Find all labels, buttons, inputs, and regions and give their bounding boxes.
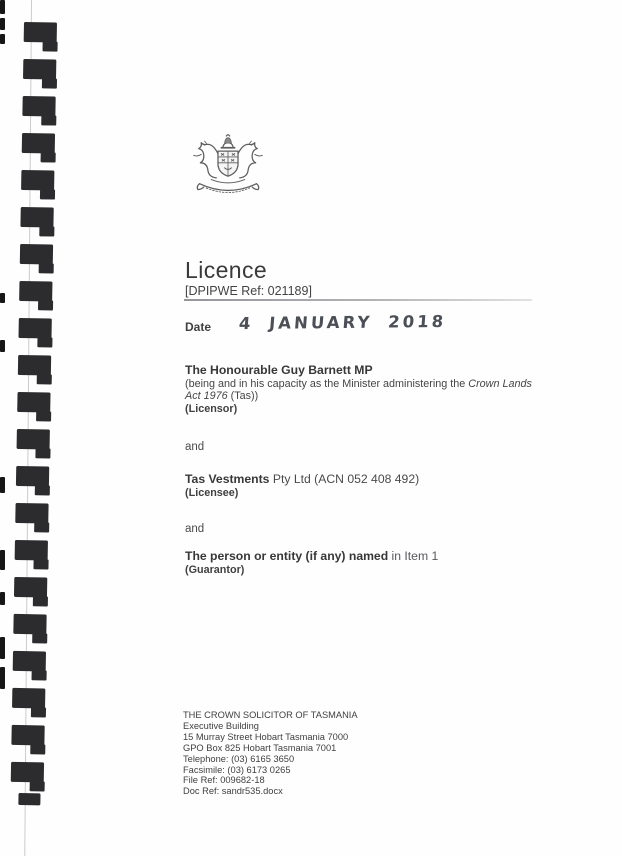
binding-tooth — [20, 207, 53, 228]
scan-edge-artifact — [0, 340, 5, 352]
licensor-name: The Honourable Guy Barnett MP — [185, 363, 373, 377]
binding-tooth — [18, 793, 40, 805]
binding-tooth — [15, 503, 48, 524]
page-title: Licence — [185, 257, 268, 283]
capacity-prefix: (being and in his capacity as the Minister administering the — [185, 378, 469, 390]
binding-tooth — [11, 762, 44, 783]
guarantor-block — [185, 549, 541, 576]
scan-edge-artifact — [0, 293, 5, 303]
scan-edge-artifact — [0, 477, 5, 493]
guarantor-name — [185, 549, 541, 563]
crown-solicitor-footer — [183, 710, 358, 797]
and-separator-1: and — [185, 441, 205, 453]
binding-tooth — [23, 59, 56, 80]
dpipwe-ref-line: [DPIPWE Ref: 021189] — [185, 284, 312, 298]
binding-tooth — [15, 540, 48, 561]
binding-tooth — [19, 281, 52, 302]
scan-edge-artifact — [0, 592, 5, 605]
licensee-name-rest: Pty Ltd (ACN 052 408 492) — [269, 472, 420, 486]
guarantor-name-bold: The person or entity (if any) named — [185, 549, 389, 563]
scan-edge-artifact — [0, 637, 5, 659]
binding-tooth — [17, 429, 50, 450]
scan-edge-artifact — [0, 667, 5, 689]
handwritten-date: 4 JANUARY 2018 — [238, 311, 447, 334]
binding-comb — [10, 22, 57, 822]
guarantor-name-rest: in Item 1 — [388, 549, 439, 563]
footer-line: THE CROWN SOLICITOR OF TASMANIA — [183, 710, 358, 720]
scan-edge-artifact — [0, 0, 5, 14]
date-row — [185, 311, 447, 335]
binding-tooth — [11, 725, 44, 746]
header-rule — [184, 299, 532, 301]
licensee-name-bold: Tas Vestments — [185, 472, 270, 486]
licensor-block — [185, 363, 541, 415]
scan-edge-artifact — [0, 18, 5, 30]
scan-edge-artifact — [0, 550, 5, 570]
binding-tooth — [13, 651, 46, 672]
footer-line: File Ref: 009682-18 — [183, 775, 265, 786]
footer-line: Doc Ref: sandr535.docx — [183, 786, 283, 797]
binding-tooth — [22, 96, 55, 117]
binding-tooth — [20, 244, 53, 265]
binding-tooth — [17, 392, 50, 413]
licensor-capacity — [185, 378, 541, 402]
binding-tooth — [12, 688, 45, 709]
footer-line: Telephone: (03) 6165 3650 — [183, 753, 295, 764]
footer-line: GPO Box 825 Hobart Tasmania 7001 — [183, 742, 337, 753]
footer-line: Executive Building — [183, 720, 259, 731]
scan-edge-artifact — [0, 34, 5, 44]
tasmania-coat-of-arms-icon — [186, 131, 270, 203]
licensee-role: (Licensee) — [185, 487, 239, 499]
licensor-role: (Licensor) — [185, 403, 238, 415]
date-label: Date — [185, 320, 212, 334]
binding-tooth — [13, 614, 46, 635]
licensee-block — [185, 472, 541, 499]
licensee-name — [185, 472, 541, 486]
binding-tooth — [14, 577, 47, 598]
footer-line: Facsimile: (03) 6173 0265 — [183, 764, 291, 775]
binding-tooth — [21, 170, 54, 191]
capacity-act-name: Crown Lands Act 1976 — [185, 378, 532, 402]
and-separator-2: and — [185, 523, 205, 535]
scan-edge-artifacts — [0, 0, 7, 856]
guarantor-role: (Guarantor) — [185, 564, 245, 576]
footer-line: 15 Murray Street Hobart Tasmania 7000 — [183, 731, 349, 742]
binding-tooth — [18, 355, 51, 376]
binding-tooth — [24, 22, 57, 43]
capacity-suffix: (Tas)) — [227, 390, 259, 402]
binding-tooth — [18, 318, 51, 339]
binding-tooth — [22, 133, 55, 154]
binding-tooth — [16, 466, 49, 487]
